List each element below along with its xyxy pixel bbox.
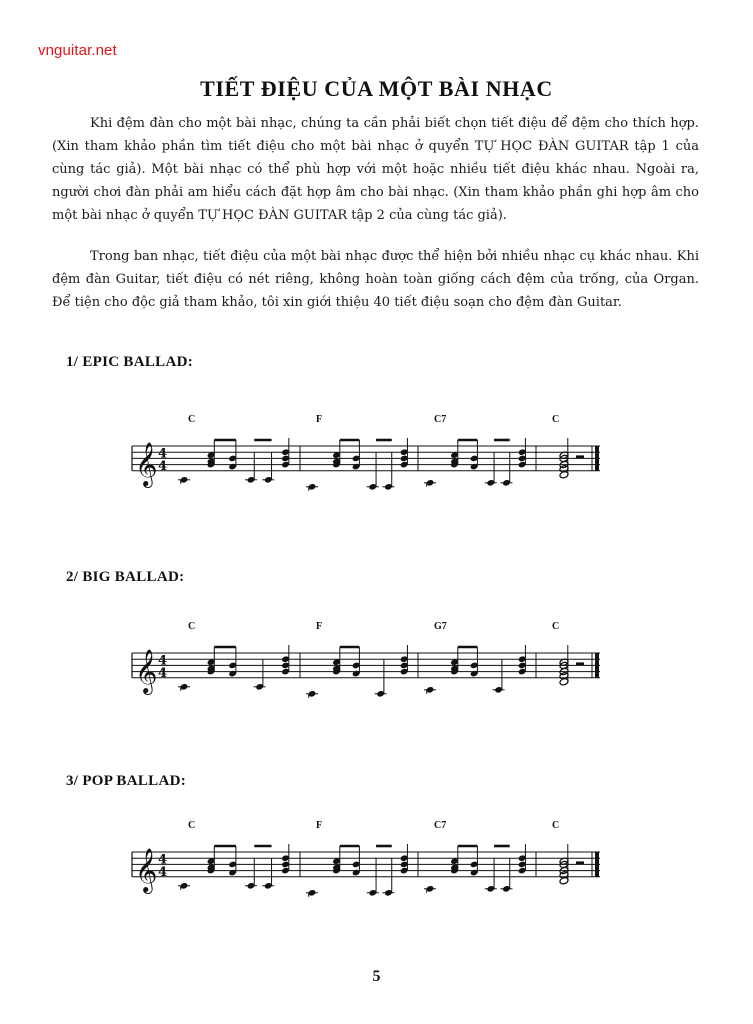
half-rest: [576, 861, 584, 864]
chord-symbol: C: [552, 414, 560, 425]
half-rest: [576, 662, 584, 665]
treble-clef: 𝄞: [135, 847, 158, 892]
time-signature-bottom: 4: [158, 458, 168, 474]
staff-pop-ballad: [128, 816, 604, 906]
time-signature-top: 4: [158, 653, 168, 669]
chord-symbol: F: [316, 414, 323, 425]
section-heading-epic-ballad: 1/ EPIC BALLAD:: [66, 354, 194, 370]
chord-symbol: F: [316, 621, 323, 632]
section-heading-big-ballad: 2/ BIG BALLAD:: [66, 569, 185, 585]
chord-symbol: C: [188, 820, 196, 831]
treble-clef: 𝄞: [135, 648, 158, 693]
chord-symbol: C7: [434, 414, 447, 425]
time-signature-top: 4: [158, 852, 168, 868]
staff-big-ballad: [128, 617, 604, 707]
chord-symbol: C7: [434, 820, 447, 831]
final-barline-thick: [595, 852, 599, 877]
page-number: 5: [372, 968, 381, 985]
page-title: TIẾT ĐIỆU CỦA MỘT BÀI NHẠC: [200, 76, 553, 101]
time-signature-bottom: 4: [158, 665, 168, 681]
final-barline-thick: [595, 446, 599, 471]
time-signature-top: 4: [158, 446, 168, 462]
intro-paragraph-1: Khi đệm đàn cho một bài nhạc, chúng ta cần phải biết chọn tiết điệu để đệm cho thích hợp. (Xin tham khảo phần tìm tiết điệu cho một bài nhạc ở quyển TỰ HỌC ĐÀN GUITAR tập 1 của cùng tác giả). Một bài nhạc có thể phù hợp với một hoặc nhiều tiết điệu khác nhau. Ngoài ra, người chơi đàn phải am hiểu cách đặt hợp âm cho bài nhạc. (Xin tham khảo phần ghi hợp âm cho một bài nhạc ở quyển TỰ HỌC ĐÀN GUITAR tập 2 của cùng tác giả).: [52, 116, 699, 223]
chord-symbol: C: [552, 820, 560, 831]
staff-epic-ballad: [128, 410, 604, 500]
chord-symbol: C: [188, 414, 196, 425]
chord-symbol: G7: [434, 621, 447, 632]
time-signature-bottom: 4: [158, 864, 168, 880]
site-watermark: vnguitar.net: [38, 42, 117, 59]
chord-symbol: C: [552, 621, 560, 632]
half-rest: [576, 455, 584, 458]
final-barline-thick: [595, 653, 599, 678]
section-heading-pop-ballad: 3/ POP BALLAD:: [66, 773, 187, 789]
treble-clef: 𝄞: [135, 441, 158, 486]
chord-symbol: C: [188, 621, 196, 632]
chord-symbol: F: [316, 820, 323, 831]
intro-paragraph-2: Trong ban nhạc, tiết điệu của một bài nhạc được thể hiện bởi nhiều nhạc cụ khác nhau. Khi đệm đàn Guitar, tiết điệu có nét riêng, không hoàn toàn giống cách đệm của trống, của Organ. Để tiện cho độc giả tham khảo, tôi xin giới thiệu 40 tiết điệu soạn cho đệm đàn Guitar.: [52, 249, 699, 310]
